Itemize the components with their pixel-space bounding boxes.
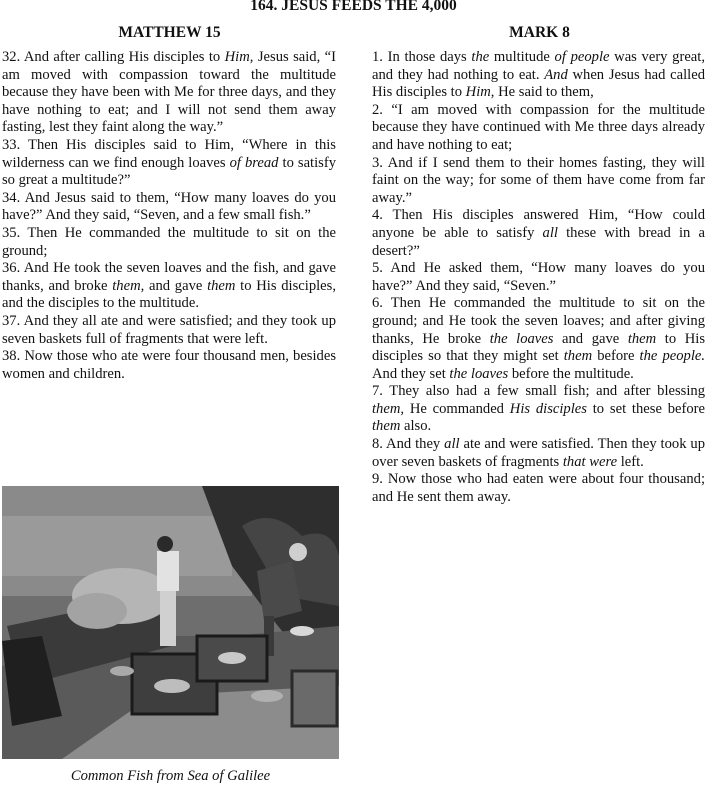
mark-verse-4: 4. Then His disciples answered Him, “How could anyone be able to satisfy all these with bread in a desert?”: [372, 207, 705, 259]
mark-verse-1: 1. In those days the multitude of people was very great, and they had nothing to eat. And when Jesus had called His disciples to Him, He said to them,: [372, 49, 705, 101]
matthew-verse-35: 35. Then He commanded the multitude to sit on the ground;: [2, 224, 336, 259]
fishermen-photo: [2, 486, 339, 759]
matthew-verse-33: 33. Then His disciples said to Him, “Where in this wilderness can we find enough loaves of bread to satisfy so great a multitude?”: [2, 136, 336, 189]
mark-verse-2: 2. “I am moved with compassion for the multitude because they have continued with Me three days already and have nothing to eat;: [372, 101, 705, 153]
photo-caption: Common Fish from Sea of Galilee: [70, 768, 271, 784]
matthew-verse-34: 34. And Jesus said to them, “How many loaves do you have?” And they said, “Seven, and a few small fish.”: [2, 189, 336, 224]
mark-verse-7: 7. They also had a few small fish; and after blessing them, He commanded His disciples to set these before them also.: [372, 383, 705, 435]
matthew-verse-32: 32. And after calling His disciples to Him, Jesus said, “I am moved with compassion toward the multitude because they have been with Me for three days, and they have nothing to eat; and I will not send them away fasting, lest they faint along the way.”: [2, 49, 336, 136]
page-title: 164. JESUS FEEDS THE 4,000: [250, 0, 457, 14]
mark-verse-6: 6. Then He commanded the multitude to sit on the ground; and He took the seven loaves; and after giving thanks, He broke the loaves and gave them to His disciples so that they might set them before the people. And they set the loaves before the multitude.: [372, 295, 705, 382]
matthew-verse-36: 36. And He took the seven loaves and the fish, and gave thanks, and broke them, and gave them to His disciples, and the disciples to the multitude.: [2, 260, 336, 312]
mark-column: [372, 49, 705, 506]
mark-verse-5: 5. And He asked them, “How many loaves do you have?” And they said, “Seven.”: [372, 260, 705, 294]
matthew-verse-37: 37. And they all ate and were satisfied; and they took up seven baskets full of fragments that were left.: [2, 312, 336, 347]
mark-verse-3: 3. And if I send them to their homes fasting, they will faint on the way; for some of them have come from far away.”: [372, 154, 705, 206]
mark-heading: MARK 8: [509, 24, 570, 41]
mark-verse-9: 9. Now those who had eaten were about four thousand; and He sent them away.: [372, 471, 705, 505]
mark-verse-8: 8. And they all ate and were satisfied. Then they took up over seven baskets of fragments that were left.: [372, 436, 706, 470]
matthew-column: [2, 49, 336, 383]
matthew-heading: MATTHEW 15: [118, 24, 221, 41]
matthew-verse-38: 38. Now those who ate were four thousand men, besides women and children.: [2, 348, 336, 382]
